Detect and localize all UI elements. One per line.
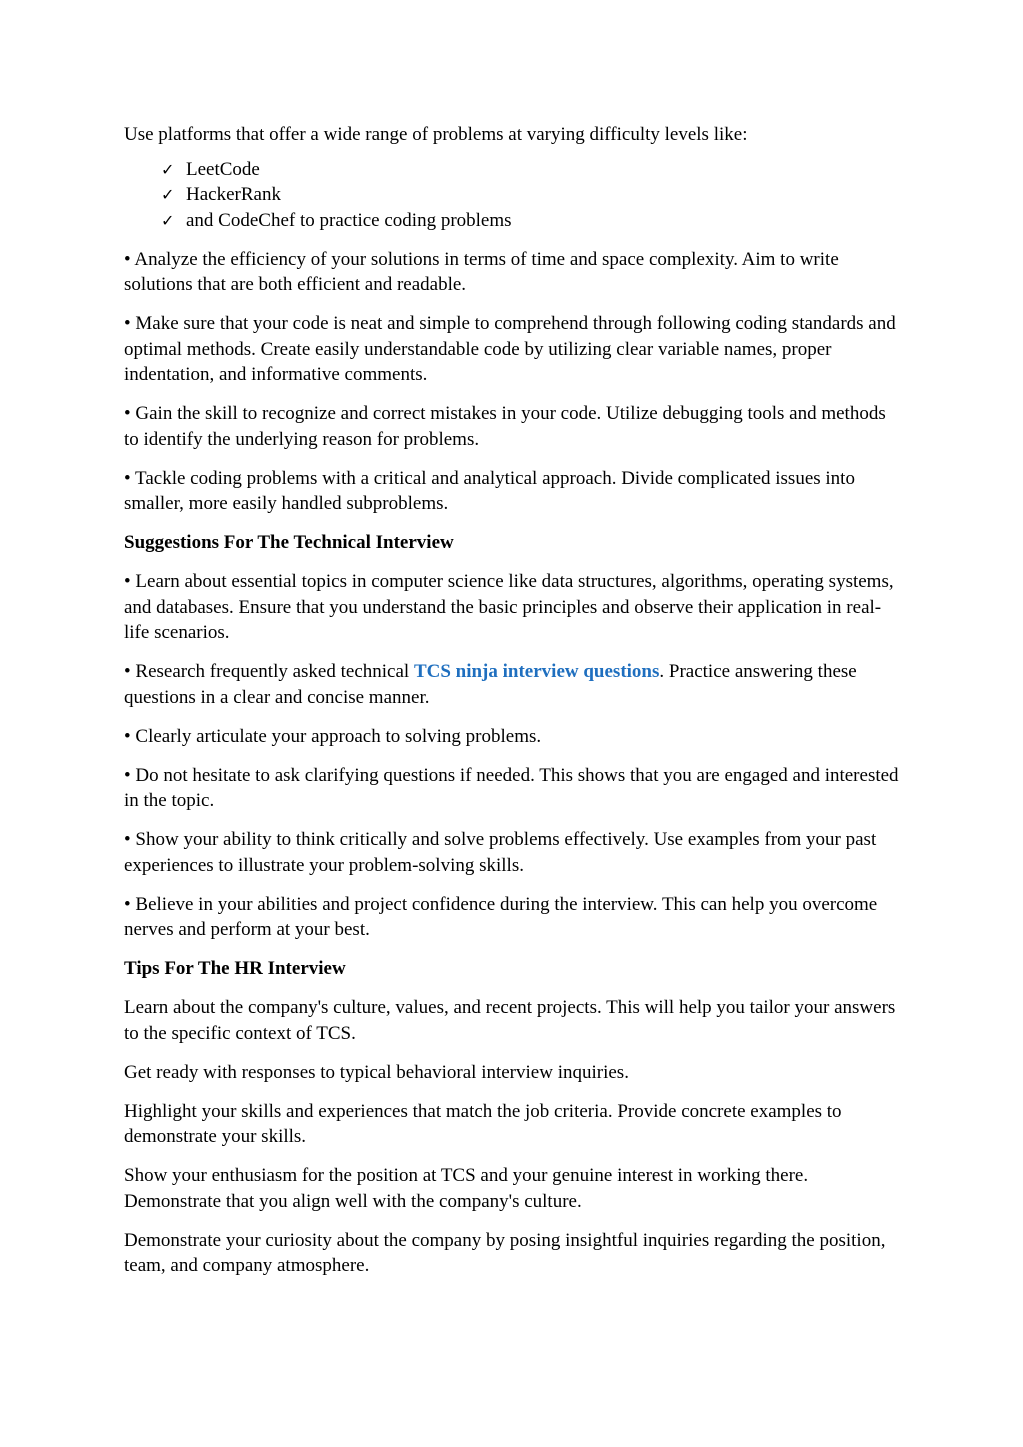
technical-tip-text: • Research frequently asked technical xyxy=(124,661,414,682)
platform-checklist xyxy=(124,157,899,234)
hr-tip-paragraph: Get ready with responses to typical behavioral interview inquiries. xyxy=(124,1061,629,1083)
technical-tip-paragraph: • Show your ability to think critically and solve problems effectively. Use examples from your past experiences to illustrate your problem-solving skills. xyxy=(124,829,877,876)
checkmark-icon: ✓ xyxy=(161,159,175,179)
coding-tip-paragraph: • Tackle coding problems with a critical and analytical approach. Divide complicated issues into smaller, more easily handled subproblems. xyxy=(124,467,855,514)
coding-tip-paragraph: • Make sure that your code is neat and simple to comprehend through following coding standards and optimal methods. Create easily understandable code by utilizing clear variable names, proper indentation, and informative comments. xyxy=(124,313,896,385)
list-item xyxy=(161,208,899,234)
technical-interview-heading: Suggestions For The Technical Interview xyxy=(124,532,454,553)
document-page xyxy=(124,122,899,1292)
technical-tip-paragraph: • Believe in your abilities and project confidence during the interview. This can help you overcome nerves and perform at your best. xyxy=(124,893,878,940)
technical-tip-paragraph: • Learn about essential topics in computer science like data structures, algorithms, operating systems, and databases. Ensure that you understand the basic principles and observe their application in real-life scenarios. xyxy=(124,571,894,643)
hr-tip-paragraph: Demonstrate your curiosity about the company by posing insightful inquiries regarding the position, team, and company atmosphere. xyxy=(124,1229,886,1276)
hr-tip-paragraph: Show your enthusiasm for the position at TCS and your genuine interest in working there. Demonstrate that you align well with the company's culture. xyxy=(124,1165,809,1212)
platform-label: LeetCode xyxy=(186,158,260,180)
list-item xyxy=(161,157,899,183)
checkmark-icon: ✓ xyxy=(161,185,175,204)
technical-tip-paragraph: • Clearly articulate your approach to solving problems. xyxy=(124,725,542,747)
technical-tip-paragraph xyxy=(124,659,899,710)
hr-tip-paragraph: Learn about the company's culture, values, and recent projects. This will help you tailor your answers to the specific context of TCS. xyxy=(124,997,896,1044)
checkmark-icon: ✓ xyxy=(161,210,175,230)
platform-label: and CodeChef to practice coding problems xyxy=(186,209,512,231)
coding-tip-paragraph: • Gain the skill to recognize and correct mistakes in your code. Utilize debugging tools and methods to identify the underlying reason for problems. xyxy=(124,403,886,450)
intro-paragraph: Use platforms that offer a wide range of problems at varying difficulty levels like: xyxy=(124,124,748,145)
list-item xyxy=(161,182,899,208)
coding-tip-paragraph: • Analyze the efficiency of your solutions in terms of time and space complexity. Aim to write solutions that are both efficient and readable. xyxy=(124,248,839,295)
hr-interview-heading: Tips For The HR Interview xyxy=(124,958,346,979)
hr-tip-paragraph: Highlight your skills and experiences that match the job criteria. Provide concrete examples to demonstrate your skills. xyxy=(124,1100,842,1147)
platform-label: HackerRank xyxy=(186,184,281,205)
technical-tip-paragraph: • Do not hesitate to ask clarifying questions if needed. This shows that you are engaged and interested in the topic. xyxy=(124,764,899,811)
technical-tip-text: . Practice answering these questions in a clear and concise manner. xyxy=(124,661,857,708)
tcs-ninja-questions-link[interactable]: TCS ninja interview questions xyxy=(413,661,660,682)
